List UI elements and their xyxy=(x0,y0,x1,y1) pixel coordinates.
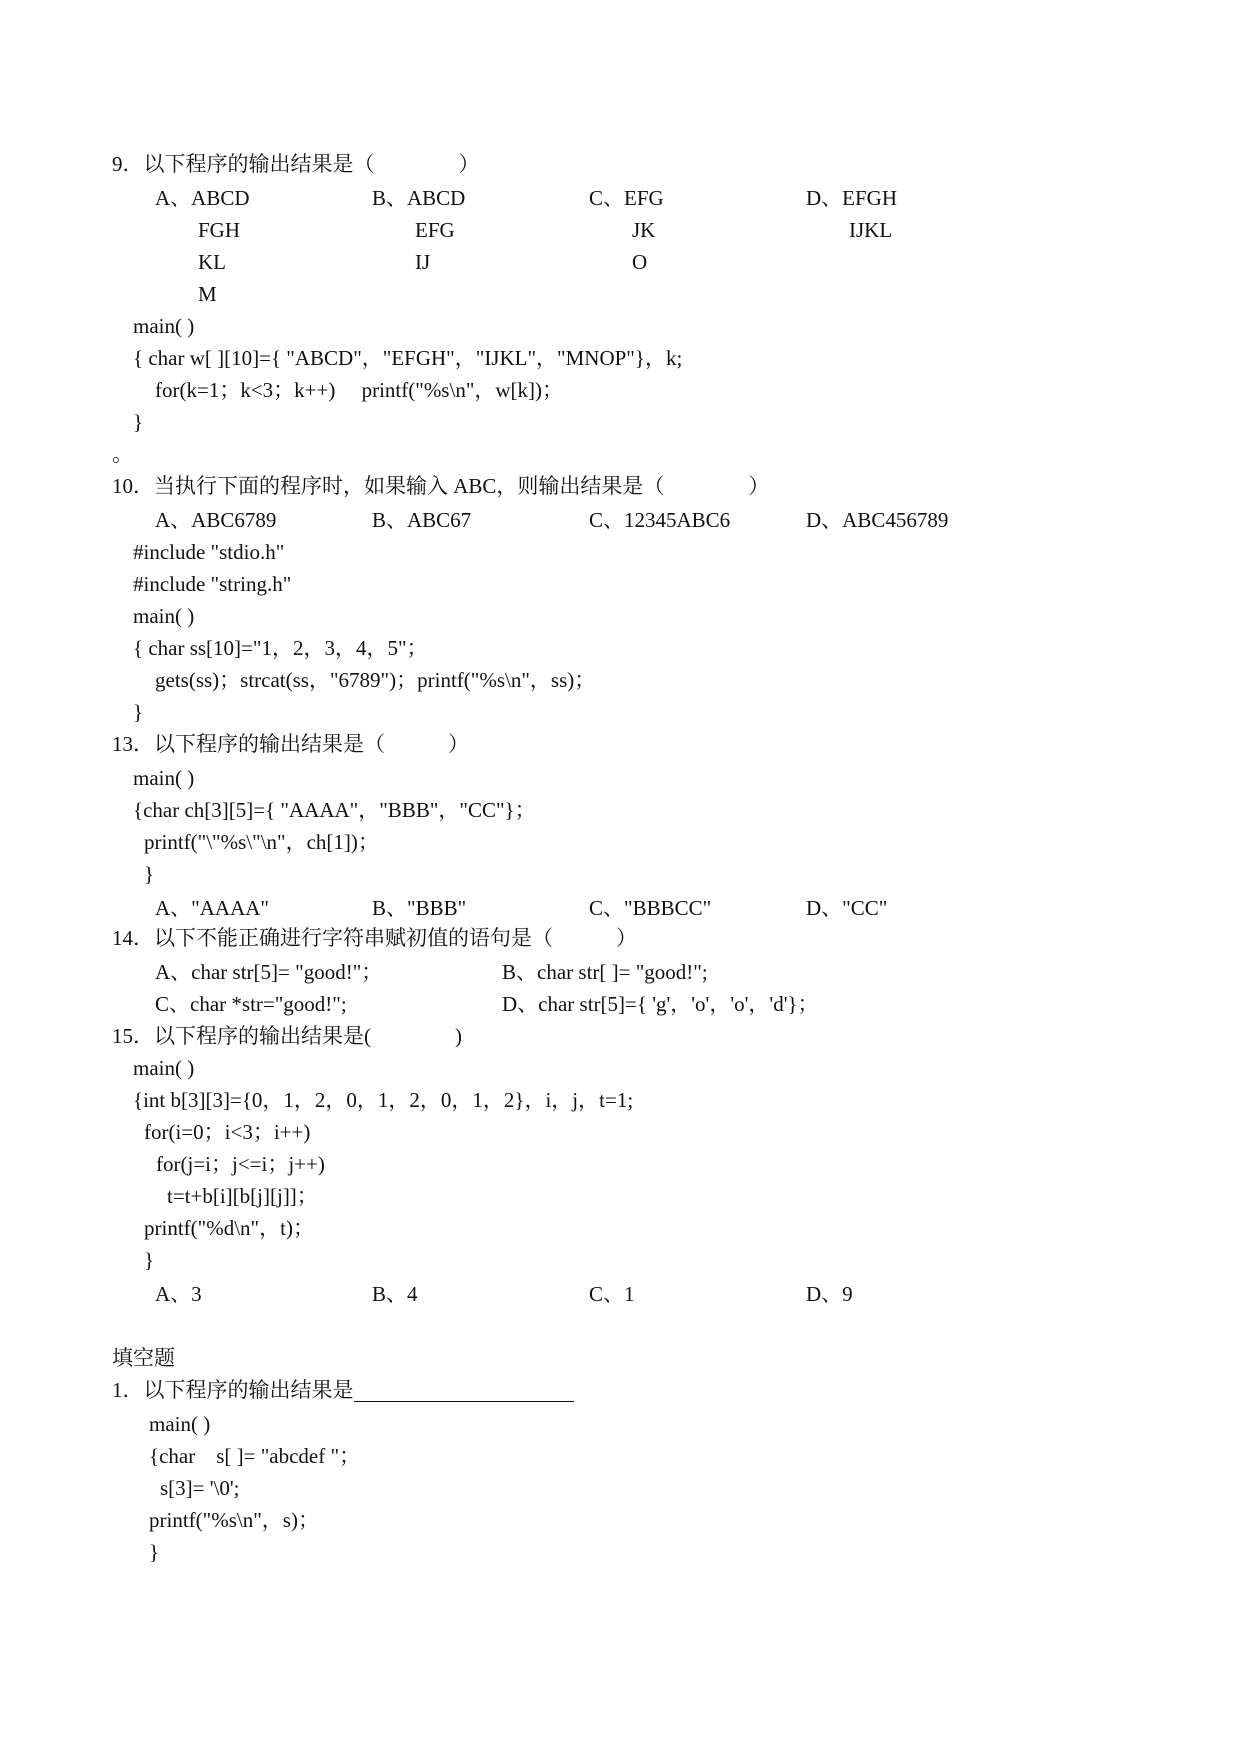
q9-option-d-line-2: IJKL xyxy=(849,218,893,242)
q9-code-line-4: } xyxy=(133,410,144,434)
q9-code-line-2: { char w[ ][10]={ "ABCD"，"EFGH"，"IJKL"，"MNOP"}，k; xyxy=(133,346,683,370)
q13-stem: 13．以下程序的输出结果是（ ） xyxy=(112,732,469,756)
q13-code-line-4: } xyxy=(144,862,155,886)
fill-q1-stem-line xyxy=(112,1378,574,1402)
q10-option-d: D、ABC456789 xyxy=(806,508,949,532)
q10-code-line-2: #include "string.h" xyxy=(133,572,292,596)
q15-option-c: C、1 xyxy=(589,1282,635,1306)
q15-code-line-6: printf("%d\n"，t)； xyxy=(144,1216,314,1240)
q9-option-d-line-1: D、EFGH xyxy=(806,186,898,210)
q10-option-a: A、ABC6789 xyxy=(155,508,277,532)
q14-option-a: A、char str[5]= "good!"； xyxy=(155,960,383,984)
q9-option-c-line-3: O xyxy=(632,250,648,274)
fill-section-heading: 填空题 xyxy=(112,1346,175,1370)
q9-code-line-1: main( ) xyxy=(133,314,195,338)
q15-option-d: D、9 xyxy=(806,1282,853,1306)
q15-option-a: A、3 xyxy=(155,1282,202,1306)
q14-stem: 14．以下不能正确进行字符串赋初值的语句是（ ） xyxy=(112,926,637,950)
q15-code-line-3: for(i=0；i<3；i++) xyxy=(144,1120,311,1144)
fill-q1-code-line-1: main( ) xyxy=(149,1412,211,1436)
q10-code-line-5: gets(ss)；strcat(ss，"6789")；printf("%s\n"，ss)； xyxy=(155,668,596,692)
q9-option-b-line-3: IJ xyxy=(415,250,431,274)
q10-code-line-4: { char ss[10]="1，2，3，4，5"； xyxy=(133,636,428,660)
q9-option-c-line-2: JK xyxy=(632,218,656,242)
fill-q1-code-line-4: printf("%s\n"，s)； xyxy=(149,1508,319,1532)
q13-option-a: A、"AAAA" xyxy=(155,896,269,920)
q9-option-a-line-4: M xyxy=(198,282,217,306)
q13-option-d: D、"CC" xyxy=(806,896,888,920)
q14-option-d: D、char str[5]={ 'g'，'o'，'o'，'d'}； xyxy=(502,992,819,1016)
q15-code-line-2: {int b[3][3]={0，1，2，0，1，2，0，1，2}，i，j，t=1; xyxy=(133,1088,634,1112)
q14-option-b: B、char str[ ]= "good!"; xyxy=(502,960,708,984)
fill-q1-stem: 1．以下程序的输出结果是 xyxy=(112,1378,354,1402)
fill-q1-code-line-3: s[3]= '\0'; xyxy=(160,1476,240,1500)
q13-code-line-1: main( ) xyxy=(133,766,195,790)
q13-code-line-2: {char ch[3][5]={ "AAAA"，"BBB"，"CC"}； xyxy=(133,798,536,822)
q9-stem: 9．以下程序的输出结果是（ ） xyxy=(112,152,480,176)
q10-option-c: C、12345ABC6 xyxy=(589,508,731,532)
fill-q1-code-line-5: } xyxy=(149,1540,160,1564)
q13-option-b: B、"BBB" xyxy=(372,896,467,920)
q9-option-c-line-1: C、EFG xyxy=(589,186,664,210)
q15-code-line-4: for(j=i；j<=i；j++) xyxy=(156,1152,325,1176)
q13-code-line-3: printf("\"%s\"\n"，ch[1])； xyxy=(144,830,379,854)
q9-option-a-line-1: A、ABCD xyxy=(155,186,250,210)
q9-option-a-line-3: KL xyxy=(198,250,226,274)
q13-option-c: C、"BBBCC" xyxy=(589,896,712,920)
q9-code-line-3: for(k=1；k<3；k++) printf("%s\n"，w[k])； xyxy=(155,378,564,402)
q9-option-b-line-1: B、ABCD xyxy=(372,186,466,210)
q10-code-line-3: main( ) xyxy=(133,604,195,628)
q9-option-b-line-2: EFG xyxy=(415,218,455,242)
q15-stem: 15．以下程序的输出结果是( ) xyxy=(112,1024,462,1048)
q15-code-line-5: t=t+b[i][b[j][j]]； xyxy=(167,1184,318,1208)
q10-code-line-6: } xyxy=(133,700,144,724)
q14-option-c: C、char *str="good!"; xyxy=(155,992,347,1016)
q15-code-line-7: } xyxy=(144,1248,155,1272)
q9-option-a-line-2: FGH xyxy=(198,218,241,242)
q15-code-line-1: main( ) xyxy=(133,1056,195,1080)
q15-option-b: B、4 xyxy=(372,1282,418,1306)
fill-q1-code-line-2: {char s[ ]= "abcdef "； xyxy=(149,1444,361,1468)
q10-stem: 10．当执行下面的程序时，如果输入 ABC，则输出结果是（ ） xyxy=(112,474,770,498)
q9-tail-mark: 。 xyxy=(112,442,133,466)
fill-q1-answer-blank xyxy=(354,1381,574,1402)
q10-option-b: B、ABC67 xyxy=(372,508,472,532)
q10-code-line-1: #include "stdio.h" xyxy=(133,540,285,564)
